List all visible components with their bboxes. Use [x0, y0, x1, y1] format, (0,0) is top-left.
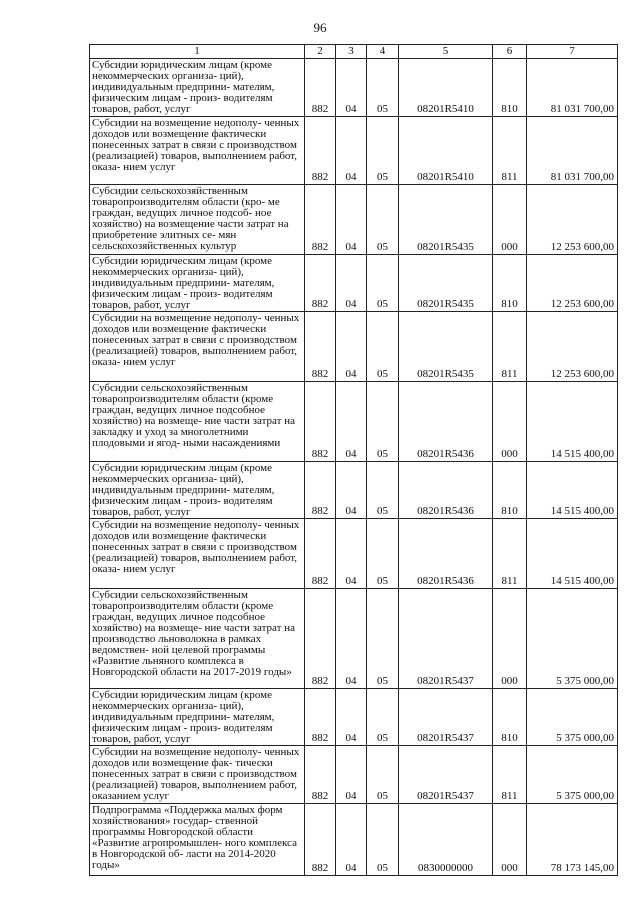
target-article-code: 08201R5410	[399, 59, 493, 117]
subsection-code: 05	[367, 255, 399, 312]
amount: 12 253 600,00	[527, 255, 618, 312]
amount: 81 031 700,00	[527, 117, 618, 185]
grbs-code: 882	[305, 804, 336, 876]
grbs-code: 882	[305, 746, 336, 804]
table-row	[90, 589, 618, 689]
subsection-code: 05	[367, 519, 399, 589]
section-code: 04	[336, 804, 367, 876]
expense-type-code: 811	[493, 312, 527, 382]
subsection-code: 05	[367, 462, 399, 519]
target-article-code: 08201R5436	[399, 519, 493, 589]
column-header: 1	[90, 45, 305, 59]
section-code: 04	[336, 746, 367, 804]
table-row	[90, 519, 618, 589]
column-header: 7	[527, 45, 618, 59]
target-article-code: 08201R5437	[399, 746, 493, 804]
grbs-code: 882	[305, 462, 336, 519]
budget-table	[89, 44, 618, 876]
subsection-code: 05	[367, 382, 399, 462]
grbs-code: 882	[305, 689, 336, 746]
header-row	[90, 45, 618, 59]
amount: 12 253 600,00	[527, 312, 618, 382]
section-code: 04	[336, 689, 367, 746]
target-article-code: 08201R5436	[399, 462, 493, 519]
amount: 14 515 400,00	[527, 382, 618, 462]
table-row	[90, 462, 618, 519]
expense-type-code: 811	[493, 519, 527, 589]
subsection-code: 05	[367, 589, 399, 689]
table-row	[90, 312, 618, 382]
subsection-code: 05	[367, 689, 399, 746]
page-number: 96	[313, 20, 327, 35]
target-article-code: 08201R5436	[399, 382, 493, 462]
grbs-code: 882	[305, 589, 336, 689]
expense-type-code: 810	[493, 255, 527, 312]
section-code: 04	[336, 462, 367, 519]
subsection-code: 05	[367, 185, 399, 255]
grbs-code: 882	[305, 382, 336, 462]
column-header: 4	[367, 45, 399, 59]
expense-type-code: 810	[493, 689, 527, 746]
amount: 14 515 400,00	[527, 462, 618, 519]
section-code: 04	[336, 185, 367, 255]
row-description: Субсидии на возмещение недополу- ченных доходов или возмещение фак- тически понесенных затрат в связи с производством (реализацией) товаров, выполнением работ, оказанием услуг	[90, 746, 305, 804]
table-row	[90, 185, 618, 255]
subsection-code: 05	[367, 59, 399, 117]
grbs-code: 882	[305, 255, 336, 312]
amount: 81 031 700,00	[527, 59, 618, 117]
table-row	[90, 746, 618, 804]
grbs-code: 882	[305, 59, 336, 117]
table-row	[90, 117, 618, 185]
row-description: Субсидии юридическим лицам (кроме некоммерческих организа- ций), индивидуальным предприни- мателям, физическим лицам - произ- водителям товаров, работ, услуг	[90, 689, 305, 746]
target-article-code: 08201R5435	[399, 312, 493, 382]
target-article-code: 0830000000	[399, 804, 493, 876]
subsection-code: 05	[367, 312, 399, 382]
amount: 5 375 000,00	[527, 746, 618, 804]
table-row	[90, 382, 618, 462]
subsection-code: 05	[367, 746, 399, 804]
section-code: 04	[336, 312, 367, 382]
column-header: 5	[399, 45, 493, 59]
expense-type-code: 000	[493, 804, 527, 876]
target-article-code: 08201R5435	[399, 185, 493, 255]
table-row	[90, 255, 618, 312]
table-row	[90, 804, 618, 876]
row-description: Субсидии юридическим лицам (кроме некоммерческих организа- ций), индивидуальным предприни- мателям, физическим лицам - произ- водителям товаров, работ, услуг	[90, 255, 305, 312]
section-code: 04	[336, 117, 367, 185]
amount: 14 515 400,00	[527, 519, 618, 589]
target-article-code: 08201R5437	[399, 589, 493, 689]
expense-type-code: 000	[493, 185, 527, 255]
table-row	[90, 689, 618, 746]
row-description: Субсидии сельскохозяйственным товаропроизводителям области (кроме граждан, ведущих личное подсобное хозяйство) на возмеще- ние части затрат на закладку и уход за многолетними плодовыми и ягод- ными насаждениями	[90, 382, 305, 462]
grbs-code: 882	[305, 519, 336, 589]
row-description: Субсидии сельскохозяйственным товаропроизводителям области (кроме граждан, ведущих личное подсобное хозяйство) на возмеще- ние части затрат на производство льноволокна в рамках ведомствен- ной целевой программы «Развитие льняного комплекса в Новгородской области на 2017-2019 годы»	[90, 589, 305, 689]
row-description: Субсидии на возмещение недополу- ченных доходов или возмещение фактически понесенных затрат в связи с производством (реализацией) товаров, выполнением работ, оказа- нием услуг	[90, 117, 305, 185]
section-code: 04	[336, 59, 367, 117]
target-article-code: 08201R5435	[399, 255, 493, 312]
section-code: 04	[336, 519, 367, 589]
subsection-code: 05	[367, 804, 399, 876]
row-description: Субсидии юридическим лицам (кроме некоммерческих организа- ций), индивидуальным предприни- мателям, физическим лицам - произ- водителям товаров, работ, услуг	[90, 59, 305, 117]
target-article-code: 08201R5410	[399, 117, 493, 185]
expense-type-code: 000	[493, 589, 527, 689]
row-description: Субсидии на возмещение недополу- ченных доходов или возмещение фактически понесенных затрат в связи с производством (реализацией) товаров, выполнением работ, оказа- нием услуг	[90, 312, 305, 382]
target-article-code: 08201R5437	[399, 689, 493, 746]
section-code: 04	[336, 255, 367, 312]
row-description: Субсидии юридическим лицам (кроме некоммерческих организа- ций), индивидуальным предприни- мателям, физическим лицам - произ- водителям товаров, работ, услуг	[90, 462, 305, 519]
row-description: Субсидии на возмещение недополу- ченных доходов или возмещение фактически понесенных затрат в связи с производством (реализацией) товаров, выполнением работ, оказа- нием услуг	[90, 519, 305, 589]
amount: 78 173 145,00	[527, 804, 618, 876]
grbs-code: 882	[305, 185, 336, 255]
amount: 5 375 000,00	[527, 589, 618, 689]
grbs-code: 882	[305, 117, 336, 185]
row-description: Подпрограмма «Поддержка малых форм хозяйствования» государ- ственной программы Новгородской области «Развитие агропромышлен- ного комплекса в Новгородской об- ласти на 2014-2020 годы»	[90, 804, 305, 876]
section-code: 04	[336, 589, 367, 689]
expense-type-code: 810	[493, 462, 527, 519]
row-description: Субсидии сельскохозяйственным товаропроизводителям области (кро- ме граждан, ведущих личное подсоб- ное хозяйство) на возмещение части затрат на приобретение элитных се- мян сельскохозяйственных культур	[90, 185, 305, 255]
section-code: 04	[336, 382, 367, 462]
column-header: 2	[305, 45, 336, 59]
amount: 5 375 000,00	[527, 689, 618, 746]
subsection-code: 05	[367, 117, 399, 185]
amount: 12 253 600,00	[527, 185, 618, 255]
expense-type-code: 811	[493, 117, 527, 185]
grbs-code: 882	[305, 312, 336, 382]
column-header: 6	[493, 45, 527, 59]
expense-type-code: 811	[493, 746, 527, 804]
column-header: 3	[336, 45, 367, 59]
expense-type-code: 000	[493, 382, 527, 462]
expense-type-code: 810	[493, 59, 527, 117]
table-row	[90, 59, 618, 117]
